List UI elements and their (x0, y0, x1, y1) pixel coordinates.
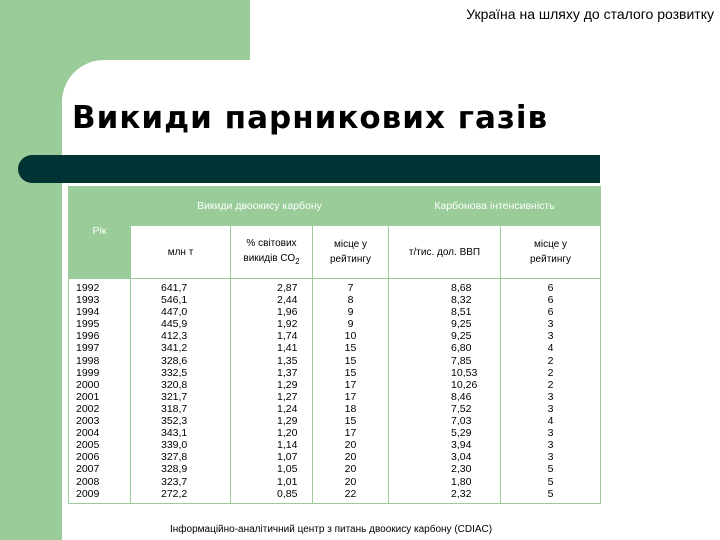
rank-intensity-cell: 3 (501, 439, 601, 451)
emissions-table (68, 186, 601, 504)
table-row (69, 403, 601, 415)
pct-world-cell: 0,85 (231, 488, 313, 504)
mln-t-cell: 546,1 (131, 294, 231, 306)
mln-t-cell: 320,8 (131, 379, 231, 391)
rank-co2-cell: 15 (313, 342, 389, 354)
rank-intensity-cell: 5 (501, 476, 601, 488)
year-cell: 2005 (69, 439, 131, 451)
pct-world-cell: 1,92 (231, 318, 313, 330)
rank-co2-cell: 9 (313, 318, 389, 330)
rank-co2-cell: 20 (313, 463, 389, 475)
t-per-gdp-cell: 10,26 (389, 379, 501, 391)
t-per-gdp-cell: 8,32 (389, 294, 501, 306)
year-cell: 1992 (69, 279, 131, 295)
year-cell: 2008 (69, 476, 131, 488)
pct-world-cell: 2,44 (231, 294, 313, 306)
title-underline-bar (18, 155, 600, 183)
emissions-table-container (68, 186, 600, 504)
rank-intensity-cell: 6 (501, 294, 601, 306)
t-per-gdp-cell: 3,04 (389, 451, 501, 463)
t-per-gdp-cell: 10,53 (389, 367, 501, 379)
table-row (69, 279, 601, 295)
pct-world-cell: 1,14 (231, 439, 313, 451)
rank-intensity-cell: 5 (501, 488, 601, 504)
t-per-gdp-cell: 2,30 (389, 463, 501, 475)
mln-t-cell: 328,6 (131, 355, 231, 367)
mln-t-cell: 343,1 (131, 427, 231, 439)
year-cell: 1999 (69, 367, 131, 379)
t-per-gdp-cell: 8,51 (389, 306, 501, 318)
year-cell: 1996 (69, 330, 131, 342)
table-row (69, 415, 601, 427)
mln-t-cell: 339,0 (131, 439, 231, 451)
mln-t-cell: 445,9 (131, 318, 231, 330)
t-per-gdp-cell: 8,68 (389, 279, 501, 295)
rank-co2-cell: 8 (313, 294, 389, 306)
pct-world-cell: 1,05 (231, 463, 313, 475)
rank-intensity-cell: 4 (501, 342, 601, 354)
col-header-t-per-gdp: т/тис. дол. ВВП (389, 226, 501, 279)
page-title: Викиди парникових газів (72, 100, 549, 136)
rank-co2-cell: 7 (313, 279, 389, 295)
rank-intensity-cell: 3 (501, 427, 601, 439)
table-row (69, 294, 601, 306)
t-per-gdp-cell: 7,03 (389, 415, 501, 427)
rank-co2-cell: 17 (313, 391, 389, 403)
pct-world-cell: 1,96 (231, 306, 313, 318)
col-header-rank-co2: місце у рейтингу (313, 226, 389, 279)
t-per-gdp-cell: 3,94 (389, 439, 501, 451)
table-row (69, 367, 601, 379)
pct-world-cell: 1,24 (231, 403, 313, 415)
t-per-gdp-cell: 7,85 (389, 355, 501, 367)
mln-t-cell: 641,7 (131, 279, 231, 295)
year-cell: 2009 (69, 488, 131, 504)
table-row (69, 391, 601, 403)
mln-t-cell: 272,2 (131, 488, 231, 504)
rank-intensity-cell: 4 (501, 415, 601, 427)
table-row (69, 342, 601, 354)
pct-world-cell: 1,37 (231, 367, 313, 379)
rank-intensity-cell: 2 (501, 355, 601, 367)
rank-co2-cell: 9 (313, 306, 389, 318)
pct-world-cell: 1,27 (231, 391, 313, 403)
pct-world-cell: 1,29 (231, 415, 313, 427)
rank-co2-cell: 22 (313, 488, 389, 504)
year-cell: 2006 (69, 451, 131, 463)
mln-t-cell: 332,5 (131, 367, 231, 379)
mln-t-cell: 412,3 (131, 330, 231, 342)
pct-world-cell: 1,20 (231, 427, 313, 439)
year-cell: 1994 (69, 306, 131, 318)
pct-world-cell: 1,74 (231, 330, 313, 342)
rank-co2-cell: 10 (313, 330, 389, 342)
col-header-mln-t: млн т (131, 226, 231, 279)
pct-world-cell: 1,01 (231, 476, 313, 488)
mln-t-cell: 447,0 (131, 306, 231, 318)
rank-intensity-cell: 3 (501, 318, 601, 330)
rank-co2-cell: 20 (313, 439, 389, 451)
t-per-gdp-cell: 6,80 (389, 342, 501, 354)
rank-co2-cell: 17 (313, 379, 389, 391)
year-cell: 1997 (69, 342, 131, 354)
table-row (69, 463, 601, 475)
mln-t-cell: 328,9 (131, 463, 231, 475)
t-per-gdp-cell: 7,52 (389, 403, 501, 415)
rank-intensity-cell: 5 (501, 463, 601, 475)
rank-co2-cell: 15 (313, 355, 389, 367)
pct-world-cell: 1,29 (231, 379, 313, 391)
rank-intensity-cell: 3 (501, 403, 601, 415)
mln-t-cell: 341,2 (131, 342, 231, 354)
mln-t-cell: 352,3 (131, 415, 231, 427)
table-body (69, 279, 601, 504)
mln-t-cell: 323,7 (131, 476, 231, 488)
intensity-group-header: Карбонова інтенсивність (389, 187, 601, 226)
table-row (69, 306, 601, 318)
mln-t-cell: 321,7 (131, 391, 231, 403)
rank-intensity-cell: 6 (501, 306, 601, 318)
year-cell: 2001 (69, 391, 131, 403)
table-row (69, 427, 601, 439)
rank-co2-cell: 20 (313, 451, 389, 463)
header-bar (250, 0, 720, 34)
col-header-pct-world: % світових викидів $СО_2$ (231, 226, 313, 279)
rank-intensity-cell: 3 (501, 451, 601, 463)
table-row (69, 488, 601, 504)
table-row (69, 330, 601, 342)
t-per-gdp-cell: 9,25 (389, 318, 501, 330)
year-cell: 2002 (69, 403, 131, 415)
table-row (69, 476, 601, 488)
rank-co2-cell: 18 (313, 403, 389, 415)
table-row (69, 451, 601, 463)
t-per-gdp-cell: 5,29 (389, 427, 501, 439)
year-cell: 2003 (69, 415, 131, 427)
pct-world-cell: 1,07 (231, 451, 313, 463)
mln-t-cell: 318,7 (131, 403, 231, 415)
source-note: Інформаційно-аналітичний центр з питань двоокису карбону (CDIAC) (170, 524, 493, 535)
rank-intensity-cell: 3 (501, 391, 601, 403)
mln-t-cell: 327,8 (131, 451, 231, 463)
pct-world-cell: 2,87 (231, 279, 313, 295)
rank-co2-cell: 17 (313, 427, 389, 439)
year-cell: 1993 (69, 294, 131, 306)
table-row (69, 355, 601, 367)
table-row (69, 439, 601, 451)
col-header-rank-intensity: місце у рейтингу (501, 226, 601, 279)
rank-co2-cell: 15 (313, 367, 389, 379)
co2-group-header: Викиди двоокису карбону (131, 187, 389, 226)
t-per-gdp-cell: 9,25 (389, 330, 501, 342)
year-cell: 2004 (69, 427, 131, 439)
rank-co2-cell: 20 (313, 476, 389, 488)
t-per-gdp-cell: 2,32 (389, 488, 501, 504)
year-cell: 2000 (69, 379, 131, 391)
table-row (69, 379, 601, 391)
pct-world-cell: 1,35 (231, 355, 313, 367)
rank-intensity-cell: 2 (501, 379, 601, 391)
header-subtitle: Україна на шляху до сталого розвитку (466, 6, 714, 22)
table-row (69, 318, 601, 330)
t-per-gdp-cell: 8,46 (389, 391, 501, 403)
rank-co2-cell: 15 (313, 415, 389, 427)
pct-world-cell: 1,41 (231, 342, 313, 354)
year-cell: 1998 (69, 355, 131, 367)
year-cell: 1995 (69, 318, 131, 330)
t-per-gdp-cell: 1,80 (389, 476, 501, 488)
year-column-header: Рік (69, 187, 131, 279)
rank-intensity-cell: 2 (501, 367, 601, 379)
rank-intensity-cell: 3 (501, 330, 601, 342)
rank-intensity-cell: 6 (501, 279, 601, 295)
year-cell: 2007 (69, 463, 131, 475)
